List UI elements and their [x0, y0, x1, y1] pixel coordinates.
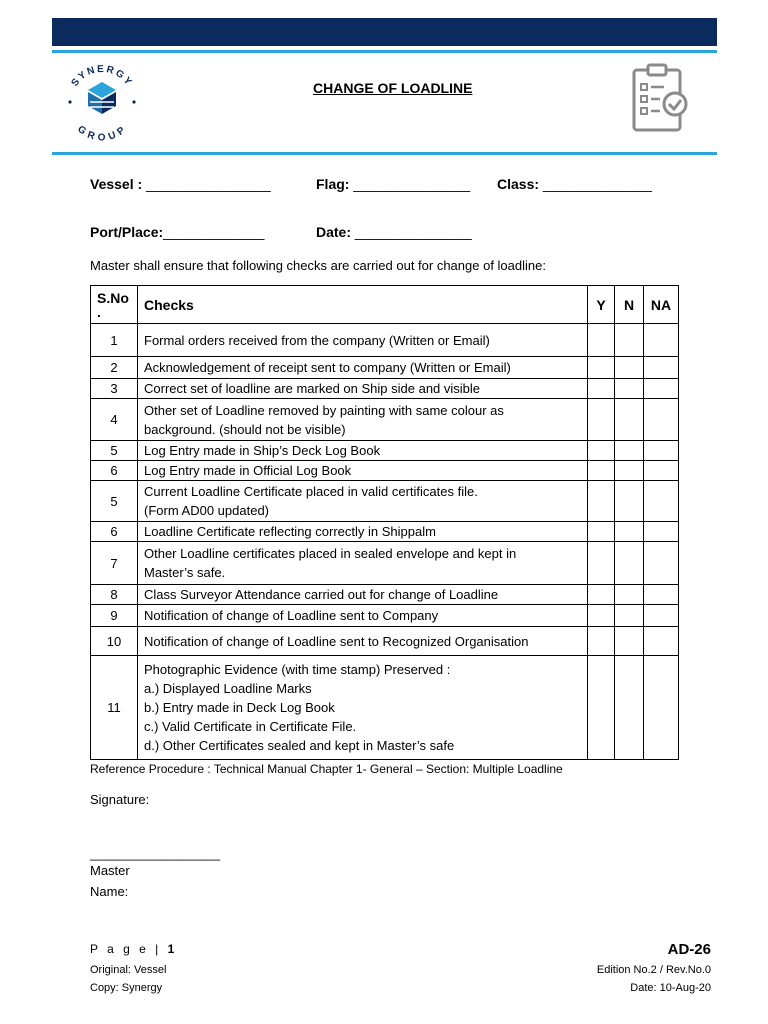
- header-checks: Checks: [138, 286, 588, 324]
- table-row: [91, 481, 679, 522]
- vessel-field[interactable]: [90, 176, 271, 192]
- row-no-cell[interactable]: [615, 399, 644, 441]
- row-check-text: Other set of Loadline removed by painting with same colour as background. (should not be visible): [138, 399, 588, 441]
- table-row: [91, 357, 679, 379]
- port-field[interactable]: [90, 224, 264, 240]
- row-check-text: Log Entry made in Official Log Book: [138, 461, 588, 481]
- document-code: AD-26: [667, 941, 711, 958]
- header-no: N: [615, 286, 644, 324]
- header-bottom-line: [52, 152, 717, 155]
- row-sno: 4: [91, 399, 138, 441]
- row-check-text: Acknowledgement of receipt sent to company (Written or Email): [138, 357, 588, 379]
- row-no-cell[interactable]: [615, 379, 644, 399]
- row-yes-cell[interactable]: [588, 379, 615, 399]
- table-row: [91, 379, 679, 399]
- row-check-text: Loadline Certificate reflecting correctly in Shippalm: [138, 522, 588, 542]
- row-sno: 10: [91, 627, 138, 656]
- class-field[interactable]: [497, 176, 652, 192]
- checks-table: [90, 285, 679, 760]
- page-label: P a g e |: [90, 942, 162, 956]
- header-na: NA: [644, 286, 679, 324]
- class-blank: ______________: [542, 176, 652, 192]
- row-yes-cell[interactable]: [588, 357, 615, 379]
- row-check-text: Correct set of loadline are marked on Ship side and visible: [138, 379, 588, 399]
- flag-field[interactable]: [316, 176, 470, 192]
- table-header-row: [91, 286, 679, 324]
- header-sno: S.No .: [91, 286, 138, 324]
- row-no-cell[interactable]: [615, 656, 644, 760]
- row-sno: 8: [91, 585, 138, 605]
- row-no-cell[interactable]: [615, 542, 644, 585]
- row-no-cell[interactable]: [615, 441, 644, 461]
- port-label: Port/Place:: [90, 224, 164, 240]
- flag-blank: _______________: [353, 176, 471, 192]
- row-na-cell[interactable]: [644, 542, 679, 585]
- row-check-text: Current Loadline Certificate placed in valid certificates file. (Form AD00 updated): [138, 481, 588, 522]
- row-na-cell[interactable]: [644, 627, 679, 656]
- header-bar: [52, 18, 717, 46]
- row-no-cell[interactable]: [615, 605, 644, 627]
- page-indicator: [90, 942, 174, 956]
- row-na-cell[interactable]: [644, 585, 679, 605]
- row-no-cell[interactable]: [615, 627, 644, 656]
- row-check-text: Other Loadline certificates placed in sealed envelope and kept in Master’s safe.: [138, 542, 588, 585]
- row-yes-cell[interactable]: [588, 605, 615, 627]
- copy-note: Copy: Synergy: [90, 982, 163, 994]
- master-label: Master: [90, 863, 130, 878]
- table-row: [91, 324, 679, 357]
- row-sno: 6: [91, 461, 138, 481]
- row-no-cell[interactable]: [615, 522, 644, 542]
- row-check-text: Notification of change of Loadline sent to Recognized Organisation: [138, 627, 588, 656]
- row-na-cell[interactable]: [644, 481, 679, 522]
- class-label: Class:: [497, 176, 540, 192]
- table-row: [91, 399, 679, 441]
- row-na-cell[interactable]: [644, 441, 679, 461]
- row-yes-cell[interactable]: [588, 324, 615, 357]
- row-yes-cell[interactable]: [588, 461, 615, 481]
- row-no-cell[interactable]: [615, 357, 644, 379]
- row-yes-cell[interactable]: [588, 585, 615, 605]
- edition-info: Edition No.2 / Rev.No.0: [596, 964, 711, 976]
- vessel-label: Vessel :: [90, 176, 143, 192]
- row-no-cell[interactable]: [615, 481, 644, 522]
- signature-line[interactable]: __________________: [90, 846, 221, 861]
- row-check-text: Class Surveyor Attendance carried out for change of Loadline: [138, 585, 588, 605]
- row-no-cell[interactable]: [615, 585, 644, 605]
- original-copy-note: Original: Vessel: [90, 964, 167, 976]
- document-date: Date: 10-Aug-20: [630, 982, 711, 994]
- table-row: [91, 461, 679, 481]
- svg-text:SYNERGY: SYNERGY: [69, 63, 135, 89]
- synergy-logo: [60, 58, 144, 142]
- svg-text:GROUP: GROUP: [75, 123, 129, 142]
- row-sno: 3: [91, 379, 138, 399]
- row-sno: 7: [91, 542, 138, 585]
- flag-label: Flag:: [316, 176, 350, 192]
- row-check-text: Log Entry made in Ship’s Deck Log Book: [138, 441, 588, 461]
- table-row: [91, 656, 679, 760]
- row-sno: 2: [91, 357, 138, 379]
- row-check-text: Photographic Evidence (with time stamp) Preserved : a.) Displayed Loadline Marks b.) Entry made in Deck Log Book c.) Valid Certificate in Certificate File. d.) Other Certificates sealed and kept in Master’s safe: [138, 656, 588, 760]
- row-sno: 9: [91, 605, 138, 627]
- header-accent-line: [52, 50, 717, 53]
- table-row: [91, 627, 679, 656]
- row-yes-cell[interactable]: [588, 481, 615, 522]
- row-na-cell[interactable]: [644, 324, 679, 357]
- reference-procedure: Reference Procedure : Technical Manual Chapter 1- General – Section: Multiple Loadline: [90, 762, 563, 776]
- row-check-text: Formal orders received from the company (Written or Email): [138, 324, 588, 357]
- clipboard-checklist-icon: [630, 62, 688, 134]
- row-na-cell[interactable]: [644, 357, 679, 379]
- row-na-cell[interactable]: [644, 461, 679, 481]
- row-sno: 5: [91, 441, 138, 461]
- table-row: [91, 605, 679, 627]
- row-na-cell[interactable]: [644, 656, 679, 760]
- row-sno: 11: [91, 656, 138, 760]
- intro-text: Master shall ensure that following checks are carried out for change of loadline:: [90, 258, 546, 273]
- date-blank: _______________: [354, 224, 472, 240]
- row-sno: 1: [91, 324, 138, 357]
- name-label: Name:: [90, 884, 129, 899]
- row-na-cell[interactable]: [644, 522, 679, 542]
- row-yes-cell[interactable]: [588, 441, 615, 461]
- row-no-cell[interactable]: [615, 324, 644, 357]
- date-field[interactable]: [316, 224, 472, 240]
- table-row: [91, 441, 679, 461]
- table-row: [91, 585, 679, 605]
- page-number: 1: [167, 942, 175, 956]
- row-sno: 5: [91, 481, 138, 522]
- row-yes-cell[interactable]: [588, 656, 615, 760]
- row-yes-cell[interactable]: [588, 522, 615, 542]
- row-sno: 6: [91, 522, 138, 542]
- signature-label: Signature:: [90, 792, 150, 807]
- form-title: CHANGE OF LOADLINE: [313, 80, 473, 96]
- row-yes-cell[interactable]: [588, 542, 615, 585]
- header-yes: Y: [588, 286, 615, 324]
- row-no-cell[interactable]: [615, 461, 644, 481]
- date-label: Date:: [316, 224, 352, 240]
- vessel-blank: ________________: [146, 176, 271, 192]
- port-blank: _____________: [163, 224, 265, 240]
- row-yes-cell[interactable]: [588, 399, 615, 441]
- row-na-cell[interactable]: [644, 399, 679, 441]
- row-check-text: Notification of change of Loadline sent to Company: [138, 605, 588, 627]
- row-na-cell[interactable]: [644, 605, 679, 627]
- row-yes-cell[interactable]: [588, 627, 615, 656]
- row-na-cell[interactable]: [644, 379, 679, 399]
- table-row: [91, 522, 679, 542]
- table-row: [91, 542, 679, 585]
